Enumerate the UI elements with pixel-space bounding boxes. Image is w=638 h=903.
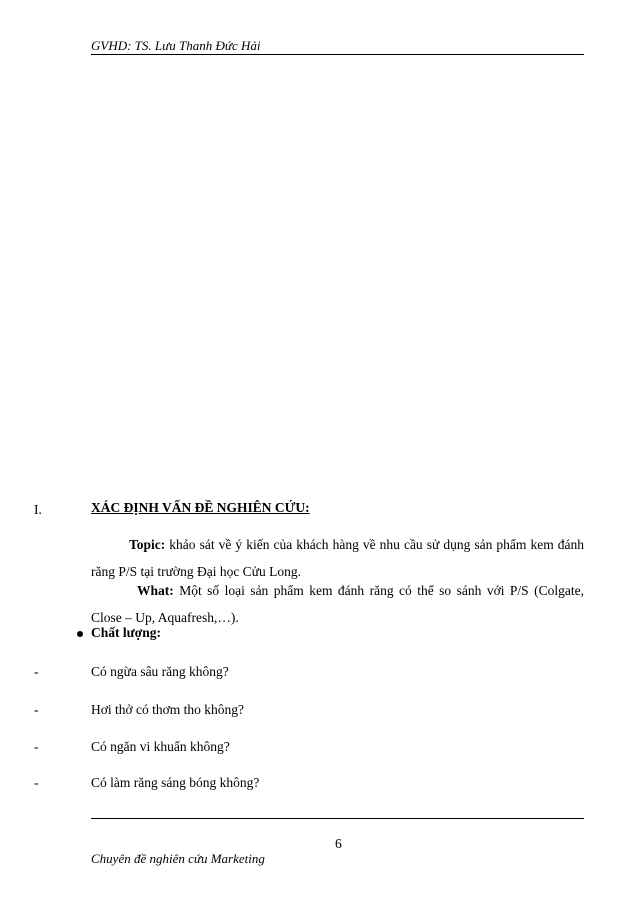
footer-rule — [91, 818, 584, 819]
list-item-dash: - — [34, 702, 39, 717]
list-item-dash: - — [34, 739, 39, 754]
section-title: XÁC ĐỊNH VẤN ĐỀ NGHIÊN CỨU: — [91, 500, 310, 515]
list-item: Có ngăn vi khuẩn không? — [91, 739, 230, 754]
list-item-dash: - — [34, 664, 39, 679]
list-item: Có làm răng sáng bóng không? — [91, 775, 260, 790]
topic-label: Topic: — [129, 537, 166, 552]
page-footer-text: Chuyên đề nghiên cứu Marketing — [91, 851, 265, 866]
what-label: What: — [137, 583, 174, 598]
list-item: Có ngừa sâu răng không? — [91, 664, 229, 679]
section-number: I. — [34, 502, 42, 517]
header-rule — [91, 54, 584, 55]
page-header-text: GVHD: TS. Lưu Thanh Đức Hải — [91, 38, 261, 53]
bullet-dot-icon — [77, 631, 83, 637]
bullet-label: Chất lượng: — [91, 625, 161, 640]
list-item: Hơi thở có thơm tho không? — [91, 702, 245, 717]
page-number: 6 — [335, 836, 342, 851]
what-paragraph — [91, 577, 584, 631]
topic-text: khảo sát về ý kiến của khách hàng về nhu cầu sử dụng sản phẩm kem đánh răng P/S tại trường Đại học Cửu Long. — [91, 537, 584, 579]
list-item-dash: - — [34, 775, 39, 790]
what-text: Một số loại sản phẩm kem đánh răng có thể so sánh với P/S (Colgate, Close – Up, Aquafresh,…). — [91, 583, 584, 625]
